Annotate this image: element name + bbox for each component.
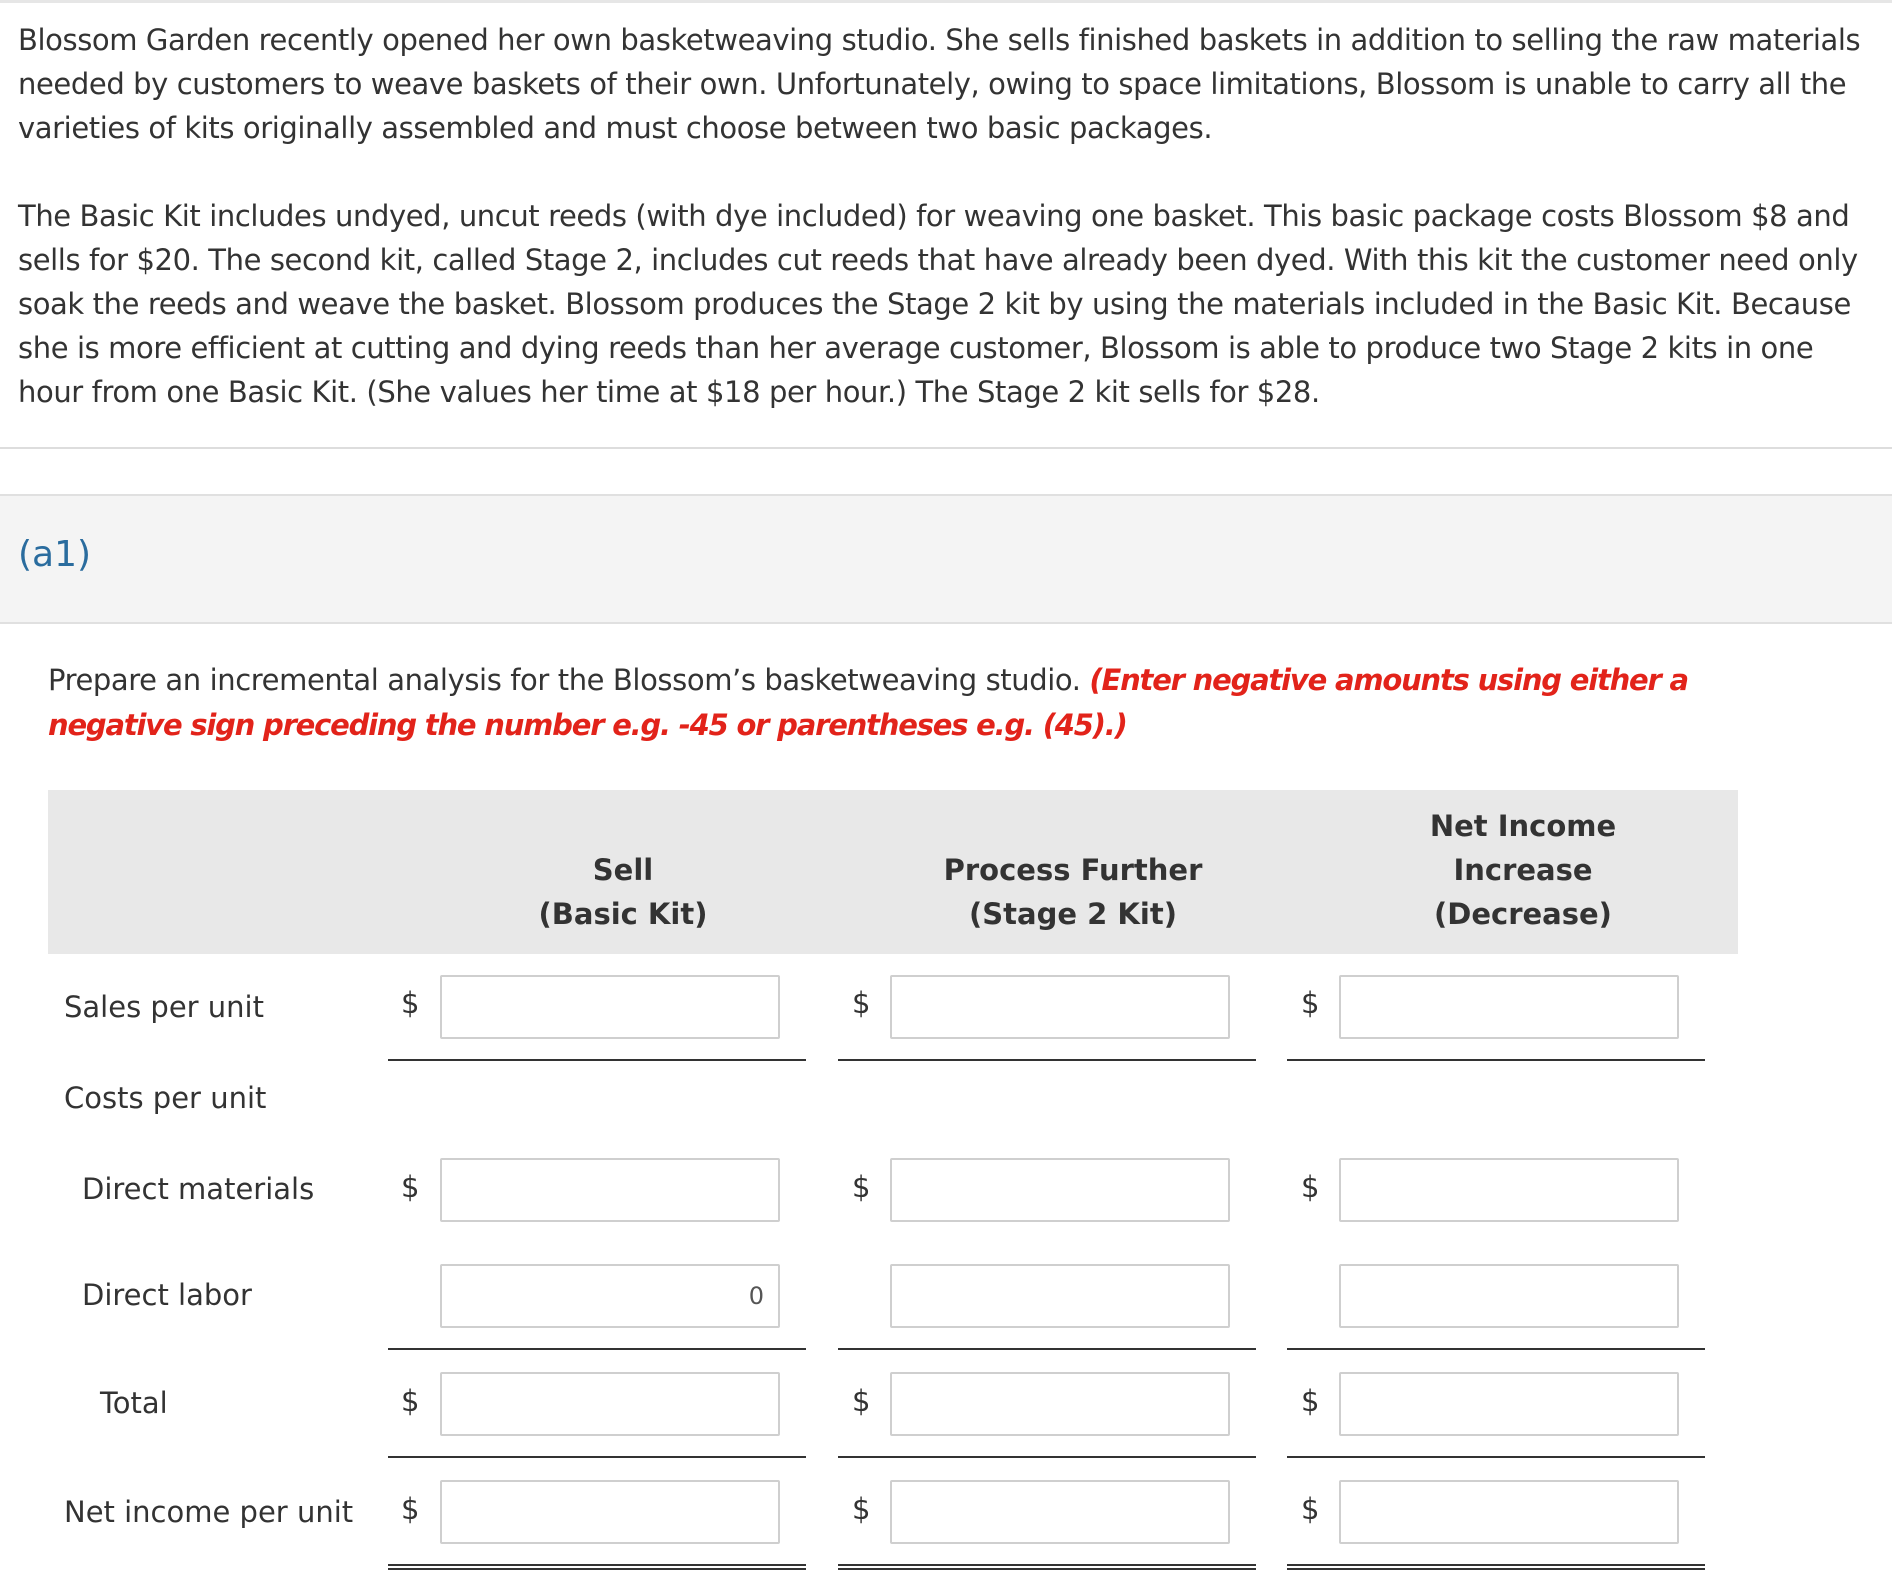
underline xyxy=(388,1348,806,1350)
currency-symbol: $ xyxy=(852,1170,871,1204)
currency-symbol: $ xyxy=(1301,1384,1320,1418)
total-process-input[interactable] xyxy=(890,1372,1230,1436)
direct-materials-net-input[interactable] xyxy=(1339,1158,1679,1222)
currency-symbol: $ xyxy=(1301,1170,1320,1204)
row-label-sales: Sales per unit xyxy=(64,990,264,1024)
currency-symbol: $ xyxy=(1301,1492,1320,1526)
direct-labor-net-input[interactable] xyxy=(1339,1264,1679,1328)
double-underline xyxy=(838,1564,1256,1570)
column-header-sell xyxy=(413,848,833,936)
currency-symbol: $ xyxy=(852,1384,871,1418)
currency-symbol: $ xyxy=(1301,986,1320,1020)
column-header-net-line1: Net Income xyxy=(1429,809,1617,843)
column-header-process-line1: Process Further xyxy=(943,853,1203,887)
underline xyxy=(1287,1059,1705,1061)
row-label-net-income: Net income per unit xyxy=(64,1495,354,1529)
underline xyxy=(838,1059,1256,1061)
column-header-net-income xyxy=(1313,804,1733,936)
column-header-net-line2: Increase xyxy=(1453,853,1593,887)
column-header-sell-line2: (Basic Kit) xyxy=(538,897,708,931)
problem-paragraph-2: The Basic Kit includes undyed, uncut reeds (with dye included) for weaving one basket. This basic package costs Blossom $8 and sells for $20. The second kit, called Stage 2, includes cut reeds that have already been dyed. With this kit the customer need only soak the reeds and weave the basket. Blossom produces the Stage 2 kit by using the materials included in the Basic Kit. Because she is more efficient at cutting and dying reeds than her average customer, Blossom is able to produce two Stage 2 kits in one hour from one Basic Kit. (She values her time at $18 per hour.) The Stage 2 kit sells for $28. xyxy=(18,199,1858,409)
currency-symbol: $ xyxy=(852,986,871,1020)
net-income-net-input[interactable] xyxy=(1339,1480,1679,1544)
double-underline xyxy=(388,1564,806,1570)
problem-statement xyxy=(18,18,1878,458)
sales-process-input[interactable] xyxy=(890,975,1230,1039)
section-divider xyxy=(0,447,1892,449)
column-header-net-line3: (Decrease) xyxy=(1434,897,1612,931)
net-income-sell-input[interactable] xyxy=(440,1480,780,1544)
direct-materials-sell-input[interactable] xyxy=(440,1158,780,1222)
net-income-process-input[interactable] xyxy=(890,1480,1230,1544)
currency-symbol: $ xyxy=(852,1492,871,1526)
currency-symbol: $ xyxy=(401,1492,420,1526)
instructions xyxy=(48,658,1768,748)
currency-symbol: $ xyxy=(401,1384,420,1418)
instructions-hint: (Enter negative amounts using either a negative sign preceding the number e.g. -45 or parentheses e.g. (45).) xyxy=(48,663,1688,742)
direct-labor-process-input[interactable] xyxy=(890,1264,1230,1328)
direct-labor-sell-input[interactable] xyxy=(440,1264,780,1328)
currency-symbol: $ xyxy=(401,986,420,1020)
row-label-total: Total xyxy=(100,1386,168,1420)
column-header-process-further xyxy=(863,848,1283,936)
row-label-direct-materials: Direct materials xyxy=(82,1172,315,1206)
underline xyxy=(1287,1348,1705,1350)
underline xyxy=(838,1456,1256,1458)
underline xyxy=(388,1456,806,1458)
top-divider xyxy=(0,0,1892,3)
instructions-text: Prepare an incremental analysis for the Blossom’s basketweaving studio. xyxy=(48,663,1081,697)
column-header-sell-line1: Sell xyxy=(592,853,654,887)
problem-paragraph-1: Blossom Garden recently opened her own basketweaving studio. She sells finished baskets in addition to selling the raw materials needed by customers to weave baskets of their own. Unfortunately, owing to space limitations, Blossom is unable to carry all the varieties of kits originally assembled and must choose between two basic packages. xyxy=(18,23,1861,145)
total-net-input[interactable] xyxy=(1339,1372,1679,1436)
row-label-costs: Costs per unit xyxy=(64,1081,267,1115)
underline xyxy=(838,1348,1256,1350)
currency-symbol: $ xyxy=(401,1170,420,1204)
table-header xyxy=(48,790,1738,954)
part-header xyxy=(0,494,1892,624)
underline xyxy=(1287,1456,1705,1458)
direct-materials-process-input[interactable] xyxy=(890,1158,1230,1222)
part-label: (a1) xyxy=(18,534,92,575)
total-sell-input[interactable] xyxy=(440,1372,780,1436)
column-header-process-line2: (Stage 2 Kit) xyxy=(969,897,1177,931)
row-label-direct-labor: Direct labor xyxy=(82,1278,252,1312)
sales-sell-input[interactable] xyxy=(440,975,780,1039)
double-underline xyxy=(1287,1564,1705,1570)
sales-net-input[interactable] xyxy=(1339,975,1679,1039)
underline xyxy=(388,1059,806,1061)
